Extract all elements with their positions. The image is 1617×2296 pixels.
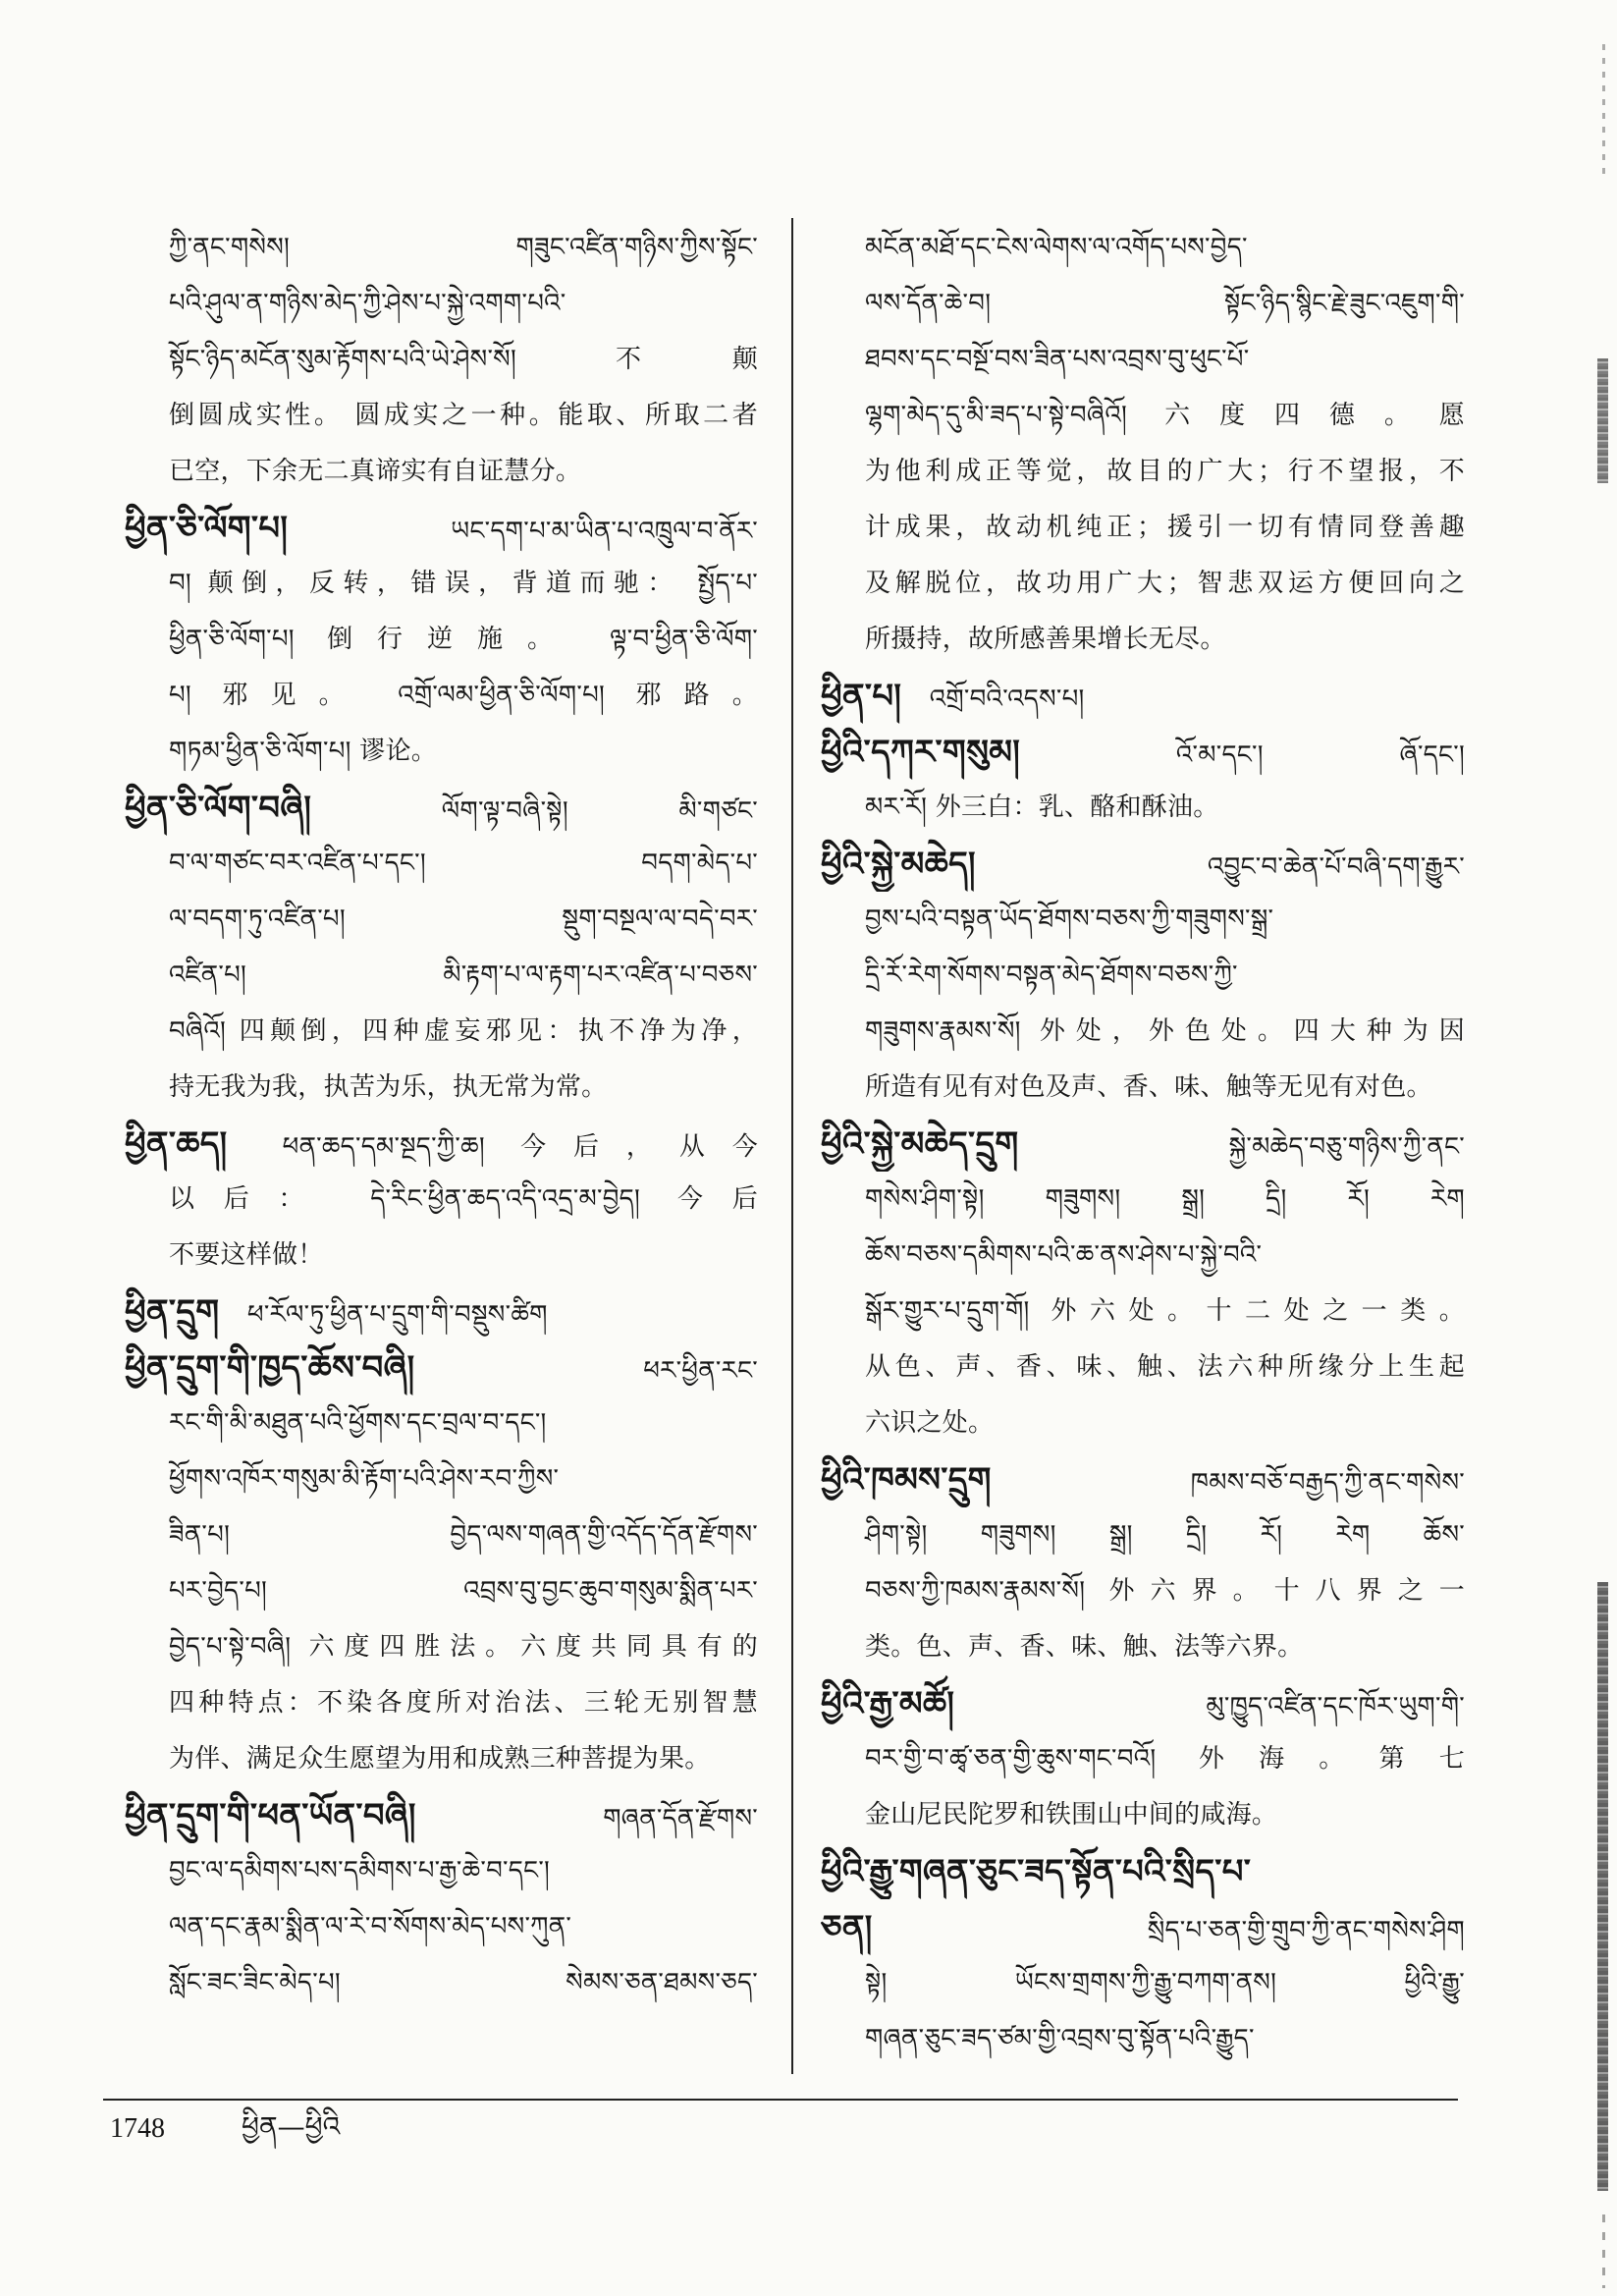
definition-text: 计成果，故动机纯正；援引一切有情同登善趣	[865, 513, 1465, 542]
entry-line	[821, 780, 1465, 836]
entry-line	[125, 388, 758, 444]
headword: ཕྱིའི་ཁམས་དྲུག	[821, 1459, 992, 1499]
entry-line	[821, 444, 1465, 500]
entry-line	[125, 1284, 758, 1339]
headword: ཅན།	[821, 1907, 873, 1946]
entry-line	[125, 1116, 758, 1172]
scan-edge-artifact	[1602, 2214, 1605, 2288]
entry-line	[125, 1899, 758, 1955]
dictionary-entry	[125, 1116, 758, 1284]
entry-line	[125, 1451, 758, 1507]
entry-line	[125, 1172, 758, 1228]
entry-line	[125, 556, 758, 612]
headword: ཕྱིན་དྲུག་གི་ཁྱད་ཆོས་བཞི།	[125, 1347, 415, 1387]
entry-line	[821, 1675, 1465, 1731]
definition-text: 所摄持，故所感善果增长无尽。	[865, 625, 1226, 654]
definition-text: 六识之处。	[865, 1408, 995, 1438]
entry-line	[125, 220, 758, 276]
definition-text: གཟུགས་རྣམས་སོ། 外处，外色处。四大种为因	[865, 1016, 1465, 1046]
entry-line	[125, 1004, 758, 1060]
entry-line	[821, 1172, 1465, 1228]
entry-line	[821, 556, 1465, 612]
definition-text: ལན་དང་རྣམ་སྨིན་ལ་རེ་བ་སོགས་མེད་པས་ཀུན་	[169, 1912, 572, 1941]
definition-text: སྲིད་པ་ཅན་གྱི་གྲུབ་ཀྱི་ནང་གསེས་ཤིག	[1147, 1916, 1465, 1945]
definition-text: གཞན་ཅུང་ཟད་ཙམ་གྱི་འབྲས་བུ་སྟོན་པའི་རྒྱུད་	[865, 2024, 1255, 2053]
headword: ཕྱིན་དྲུག	[125, 1291, 220, 1331]
entry-line	[125, 332, 758, 388]
definition-text: ཕ་རོལ་ཏུ་ཕྱིན་པ་དྲུག་གི་བསྡུས་ཚིག	[246, 1300, 548, 1330]
entry-line	[821, 1563, 1465, 1619]
entry-line	[821, 332, 1465, 388]
headword: ཕྱིའི་སྐྱེ་མཆེད།	[821, 844, 976, 883]
entry-line	[821, 1004, 1465, 1060]
entry-line	[125, 276, 758, 332]
definition-text: ལོག་ལྟ་བཞི་སྟེ། མི་གཙང་	[441, 796, 758, 826]
entry-line	[125, 1955, 758, 2011]
entry-line	[821, 1787, 1465, 1843]
definition-text: གཏམ་ཕྱིན་ཅི་ལོག་པ། 谬论。	[169, 737, 437, 766]
entry-line	[125, 1060, 758, 1116]
entry-line	[125, 444, 758, 500]
dictionary-entry	[821, 1116, 1465, 1451]
entry-line	[125, 892, 758, 948]
entry-line	[821, 724, 1465, 780]
definition-text: མངོན་མཐོ་དང་ངེས་ལེགས་ལ་འགོད་པས་བྱེད་	[865, 233, 1248, 262]
column-divider	[791, 218, 793, 2074]
entry-line	[821, 836, 1465, 892]
entry-line	[125, 1843, 758, 1899]
entry-line	[821, 1339, 1465, 1395]
left-column	[125, 220, 758, 2011]
definition-text: བྱེད་པ་སྟེ་བཞི། 六度四胜法。六度共同具有的	[169, 1632, 758, 1662]
entry-line	[125, 836, 758, 892]
entry-line	[821, 668, 1465, 724]
entry-line	[125, 612, 758, 668]
dictionary-entry	[821, 1843, 1465, 2067]
headword: ཕྱིའི་སྐྱེ་མཆེད་དྲུག	[821, 1123, 1019, 1163]
definition-text: པ། 邪见。 འགྲོ་ལམ་ཕྱིན་ཅི་ལོག་པ། 邪路。	[169, 681, 758, 710]
entry-line	[821, 276, 1465, 332]
footer-rule	[103, 2099, 1458, 2101]
dictionary-entry	[125, 500, 758, 780]
definition-text: འོ་མ་དང་། ཞོ་དང་།	[1175, 740, 1465, 770]
right-column	[821, 220, 1465, 2067]
entry-line	[125, 724, 758, 780]
page-number: 1748	[110, 2113, 165, 2144]
definition-text: བྱང་ལ་དམིགས་པས་དམིགས་པ་རྒྱ་ཆེ་བ་དང་།	[169, 1856, 551, 1886]
definition-text: གསེས་ཤིག་སྟེ། གཟུགས། སྒྲ། དྲི། རོ། རེག	[865, 1184, 1465, 1214]
definition-text: སྐྱེ་མཆེད་བཅུ་གཉིས་ཀྱི་ནང་	[1228, 1132, 1465, 1162]
entry-line	[821, 892, 1465, 948]
entry-line	[125, 1395, 758, 1451]
entry-line	[125, 1228, 758, 1284]
definition-text: མུ་ཁྱུད་འཛིན་དང་ཁོར་ཡུག་གི་	[1206, 1692, 1465, 1722]
scan-edge-artifact	[1597, 1582, 1608, 2191]
definition-text: བ་ལ་གཙང་བར་འཛིན་པ་དང་། བདག་མེད་པ་	[169, 848, 758, 878]
definition-text: བཞིའོ། 四颠倒，四种虚妄邪见：执不净为净，	[169, 1016, 758, 1046]
entry-line	[821, 220, 1465, 276]
definition-text: གཞན་དོན་རྫོགས་	[603, 1804, 758, 1833]
entry-line	[821, 1619, 1465, 1675]
entry-line	[125, 780, 758, 836]
definition-text: བྱས་པའི་བསྟན་ཡོད་ཐོགས་བཅས་ཀྱི་གཟུགས་སྒྲ་	[865, 904, 1274, 934]
entry-line	[821, 1451, 1465, 1507]
headword: ཕྱིའི་རྒྱུ་གཞན་ཅུང་ཟད་སྟོན་པའི་སྲིད་པ་	[821, 1851, 1252, 1890]
definition-text: དྲི་རོ་རེག་སོགས་བསྟན་མེད་ཐོགས་བཅས་ཀྱི་	[865, 960, 1238, 990]
entry-line	[125, 1563, 758, 1619]
definition-text: བཅས་ཀྱི་ཁམས་རྣམས་སོ། 外六界。十八界之一	[865, 1576, 1465, 1606]
definition-text: སྒོར་གྱུར་པ་དྲུག་གོ། 外六处。十二处之一类。	[865, 1296, 1465, 1326]
headword: ཕྱིའི་རྒྱ་མཚོ།	[821, 1683, 955, 1722]
entry-line	[125, 668, 758, 724]
dictionary-entry	[821, 724, 1465, 836]
headword: ཕྱིན་ཆད།	[125, 1123, 228, 1163]
entry-line	[821, 1395, 1465, 1451]
definition-text: 从色、声、香、味、触、法六种所缘分上生起	[865, 1352, 1465, 1382]
dictionary-entry	[125, 1787, 758, 2011]
entry-line	[125, 500, 758, 556]
headword: ཕྱིན་པ།	[821, 676, 902, 715]
dictionary-entry	[125, 1284, 758, 1339]
definition-text: འགྲོ་བའི་འདས་པ།	[929, 684, 1085, 714]
definition-text: 已空，下余无二真谛实有自证慧分。	[169, 457, 582, 486]
definition-text: 所造有见有对色及声、香、味、触等无见有对色。	[865, 1072, 1432, 1102]
definition-text: སྟེ། ཡོངས་གྲགས་ཀྱི་རྒྱུ་བཀག་ནས། ཕྱིའི་རྒྱུ་	[865, 1968, 1465, 1997]
entry-line	[821, 500, 1465, 556]
definition-text: 为伴、满足众生愿望为用和成熟三种菩提为果。	[169, 1744, 711, 1774]
entry-line	[125, 1731, 758, 1787]
definition-text: 不要这样做！	[169, 1240, 324, 1270]
definition-text: 为他利成正等觉，故目的广大；行不望报，不	[865, 457, 1465, 486]
entry-line	[821, 1731, 1465, 1787]
definition-text: ཤིག་སྟེ། གཟུགས། སྒྲ། དྲི། རོ། རེག ཆོས་	[865, 1520, 1465, 1550]
definition-text: ཁམས་བཅོ་བརྒྱད་ཀྱི་ནང་གསེས་	[1190, 1468, 1465, 1498]
definition-text: 类。色、声、香、味、触、法等六界。	[865, 1632, 1304, 1662]
definition-text: སྟོང་ཉིད་མངོན་སུམ་རྟོགས་པའི་ཡེ་ཤེས་སོ། 不颠	[169, 345, 758, 374]
entry-line	[821, 1899, 1465, 1955]
definition-text: ཕྱོགས་འཁོར་གསུམ་མི་རྟོག་པའི་ཤེས་རབ་ཀྱིས་	[169, 1464, 560, 1494]
definition-text: 持无我为我，执苦为乐，执无常为常。	[169, 1072, 608, 1102]
dictionary-entry	[125, 780, 758, 1116]
definition-text: ཀྱི་ནང་གསེས། གཟུང་འཛིན་གཉིས་ཀྱིས་སྟོང་	[169, 233, 758, 262]
definition-text: ལྷག་མེད་དུ་མི་ཟད་པ་སྟེ་བཞིའོ། 六度四德。愿	[865, 401, 1465, 430]
entry-line	[821, 1843, 1465, 1899]
entry-line	[821, 1228, 1465, 1284]
entry-line	[821, 1284, 1465, 1339]
entry-line	[821, 1116, 1465, 1172]
dictionary-entry	[125, 1339, 758, 1787]
dictionary-entry	[821, 668, 1465, 724]
entry-line	[821, 1060, 1465, 1116]
definition-text: བ། 颠倒，反转，错误，背道而驰： སྤྱོད་པ་	[169, 569, 758, 598]
entry-line	[125, 1619, 758, 1675]
headword: ཕྱིན་ཅི་ལོག་བཞི།	[125, 788, 312, 827]
scan-edge-artifact	[1597, 358, 1608, 483]
definition-text: པའི་ཤུལ་ན་གཉིས་མེད་ཀྱི་ཤེས་པ་སྐྱེ་འགག་པའི་	[169, 289, 566, 318]
definition-text: ཟིན་པ། བྱེད་ལས་གཞན་གྱི་འདོད་དོན་རྫོགས་	[169, 1520, 758, 1550]
definition-text: ལས་དོན་ཆེ་བ། སྟོང་ཉིད་སྙིང་རྗེ་ཟུང་འཇུག་གི་	[865, 289, 1465, 318]
entry-line	[125, 1339, 758, 1395]
definition-text: ཕན་ཆད་དམ་སྔད་ཀྱི་ཆ། 今后，从今	[282, 1132, 758, 1162]
entry-line	[821, 1507, 1465, 1563]
definition-text: ཐབས་དང་བསྔོ་བས་ཟིན་པས་འབྲས་བུ་ཕུང་པོ་	[865, 345, 1250, 374]
entry-continuation	[821, 220, 1465, 668]
entry-line	[125, 948, 758, 1004]
entry-line	[821, 1955, 1465, 2011]
definition-text: པར་བྱེད་པ། འབྲས་བུ་བྱང་ཆུབ་གསུམ་སྨིན་པར་	[169, 1576, 758, 1606]
definition-text: 以后： དེ་རིང་ཕྱིན་ཆད་འདི་འདྲ་མ་བྱེད། 今后	[169, 1184, 758, 1214]
definition-text: འཛིན་པ། མི་རྟག་པ་ལ་རྟག་པར་འཛིན་པ་བཅས་	[169, 960, 758, 990]
headword: ཕྱིའི་དཀར་གསུམ།	[821, 732, 1021, 771]
definition-text: ཕྱིན་ཅི་ལོག་པ། 倒行逆施。 ལྟ་བ་ཕྱིན་ཅི་ལོག་	[169, 625, 758, 654]
definition-text: འབྱུང་བ་ཆེན་པོ་བཞི་དག་རྒྱུར་	[1207, 852, 1465, 882]
definition-text: ཡང་དག་པ་མ་ཡིན་པ་འཁྲུལ་བ་ནོར་	[451, 517, 758, 546]
definition-text: ལ་བདག་ཏུ་འཛིན་པ། སྡུག་བསྔལ་ལ་བདེ་བར་	[169, 904, 758, 934]
definition-text: 金山尼民陀罗和铁围山中间的咸海。	[865, 1800, 1278, 1830]
entry-line	[821, 2011, 1465, 2067]
dictionary-entry	[821, 1675, 1465, 1843]
definition-text: 倒圆成实性。 圆成实之一种。能取、所取二者	[169, 401, 758, 430]
guide-words: ཕྱིན—ཕྱིའི	[242, 2110, 341, 2143]
headword: ཕྱིན་དྲུག་གི་ཕན་ཡོན་བཞི།	[125, 1795, 416, 1834]
entry-line	[821, 388, 1465, 444]
definition-text: མར་རོ། 外三白：乳、酪和酥油。	[865, 793, 1219, 822]
entry-line	[125, 1675, 758, 1731]
definition-text: ཕར་ཕྱིན་རང་	[643, 1356, 758, 1386]
definition-text: སློང་ཟང་ཟིང་མེད་པ། སེམས་ཅན་ཐམས་ཅད་	[169, 1968, 758, 1997]
definition-text: བར་གྱི་བ་ཚྭ་ཅན་གྱི་ཆུས་གང་བའོ། 外海。第七	[865, 1744, 1465, 1774]
definition-text: 四种特点：不染各度所对治法、三轮无别智慧	[169, 1688, 758, 1718]
definition-text: 及解脱位，故功用广大；智悲双运方便回向之	[865, 569, 1465, 598]
entry-line	[125, 1507, 758, 1563]
headword: ཕྱིན་ཅི་ལོག་པ།	[125, 508, 289, 547]
entry-line	[821, 948, 1465, 1004]
dictionary-entry	[821, 1451, 1465, 1675]
dictionary-entry	[821, 836, 1465, 1116]
entry-continuation	[125, 220, 758, 500]
entry-line	[821, 612, 1465, 668]
definition-text: ཆོས་བཅས་དམིགས་པའི་ཆ་ནས་ཤེས་པ་སྐྱེ་བའི་	[865, 1240, 1263, 1270]
scan-edge-artifact	[1602, 44, 1605, 177]
entry-line	[125, 1787, 758, 1843]
definition-text: རང་གི་མི་མཐུན་པའི་ཕྱོགས་དང་བྲལ་བ་དང་།	[169, 1408, 547, 1438]
